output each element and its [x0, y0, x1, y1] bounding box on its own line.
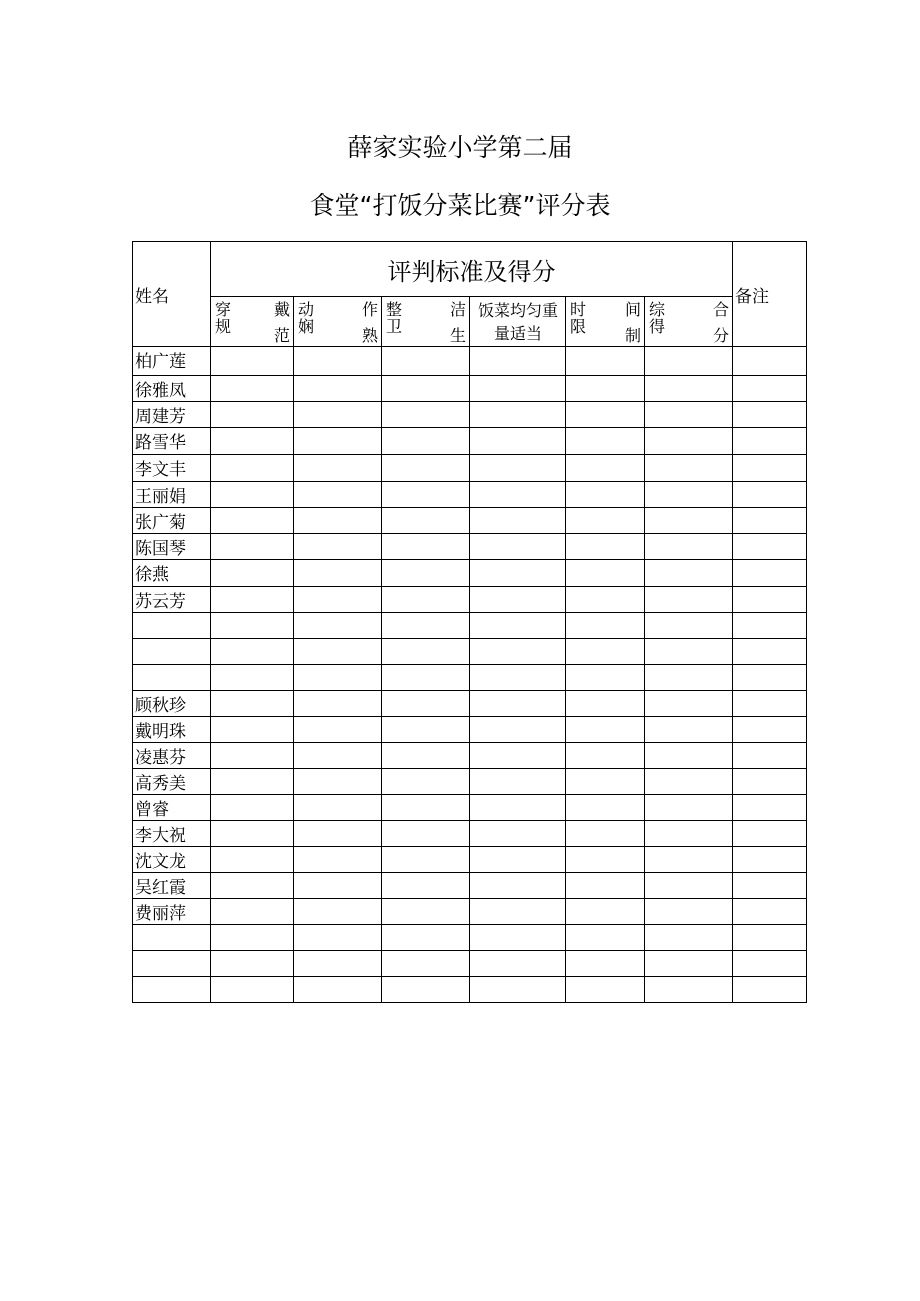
participant-name[interactable]: 沈文龙: [133, 847, 211, 873]
table-row: [133, 899, 807, 925]
criterion-hygiene: 整 洁 卫 生: [382, 297, 470, 347]
score-cell[interactable]: [645, 899, 733, 925]
remark-cell[interactable]: [733, 508, 807, 534]
score-cell[interactable]: [211, 743, 294, 769]
score-cell[interactable]: [470, 482, 566, 508]
score-cell[interactable]: [294, 847, 382, 873]
score-cell[interactable]: [382, 691, 470, 717]
score-cell[interactable]: [645, 717, 733, 743]
score-cell[interactable]: [382, 899, 470, 925]
table-row: [133, 455, 807, 482]
score-cell[interactable]: [470, 402, 566, 428]
score-cell[interactable]: [566, 455, 645, 482]
score-cell[interactable]: [566, 402, 645, 428]
participant-name[interactable]: 吴红霞: [133, 873, 211, 899]
score-cell[interactable]: [566, 925, 645, 951]
score-cell[interactable]: [566, 821, 645, 847]
participant-name[interactable]: 苏云芳: [133, 587, 211, 613]
remark-cell[interactable]: [733, 795, 807, 821]
score-cell[interactable]: [382, 402, 470, 428]
remark-cell[interactable]: [733, 691, 807, 717]
score-cell[interactable]: [470, 847, 566, 873]
score-cell[interactable]: [470, 717, 566, 743]
score-cell[interactable]: [211, 665, 294, 691]
score-cell[interactable]: [211, 534, 294, 560]
remark-cell[interactable]: [733, 587, 807, 613]
score-cell[interactable]: [294, 769, 382, 795]
participant-name[interactable]: 路雪华: [133, 428, 211, 455]
score-cell[interactable]: [382, 769, 470, 795]
score-cell[interactable]: [211, 977, 294, 1003]
participant-name[interactable]: 王丽娟: [133, 482, 211, 508]
score-cell[interactable]: [566, 899, 645, 925]
participant-name[interactable]: 李大祝: [133, 821, 211, 847]
score-cell[interactable]: [211, 455, 294, 482]
score-cell[interactable]: [645, 508, 733, 534]
score-cell[interactable]: [382, 347, 470, 376]
score-cell[interactable]: [211, 769, 294, 795]
table-row: [133, 482, 807, 508]
score-cell[interactable]: [566, 508, 645, 534]
participant-name[interactable]: 高秀美: [133, 769, 211, 795]
score-cell[interactable]: [470, 951, 566, 977]
score-cell[interactable]: [211, 821, 294, 847]
table-row: [133, 873, 807, 899]
score-cell[interactable]: [645, 977, 733, 1003]
score-cell[interactable]: [470, 691, 566, 717]
score-cell[interactable]: [645, 769, 733, 795]
score-cell[interactable]: [470, 428, 566, 455]
table-row: [133, 717, 807, 743]
score-cell[interactable]: [645, 428, 733, 455]
participant-name[interactable]: 曾睿: [133, 795, 211, 821]
table-row: [133, 691, 807, 717]
score-cell[interactable]: [470, 899, 566, 925]
participant-name[interactable]: 张广菊: [133, 508, 211, 534]
score-cell[interactable]: [645, 402, 733, 428]
score-cell[interactable]: [566, 587, 645, 613]
table-row: [133, 613, 807, 639]
scoring-table: [132, 241, 807, 1003]
score-cell[interactable]: [645, 455, 733, 482]
criterion-time: 时 间 限 制: [566, 297, 645, 347]
table-row: [133, 821, 807, 847]
score-cell[interactable]: [566, 347, 645, 376]
score-cell[interactable]: [211, 613, 294, 639]
remark-cell[interactable]: [733, 821, 807, 847]
remark-cell[interactable]: [733, 665, 807, 691]
remark-cell[interactable]: [733, 560, 807, 587]
score-cell[interactable]: [211, 795, 294, 821]
score-cell[interactable]: [566, 639, 645, 665]
score-cell[interactable]: [645, 691, 733, 717]
score-cell[interactable]: [382, 665, 470, 691]
score-cell[interactable]: [294, 482, 382, 508]
remark-cell[interactable]: [733, 977, 807, 1003]
score-cell[interactable]: [294, 691, 382, 717]
score-cell[interactable]: [470, 743, 566, 769]
participant-name[interactable]: 李文丰: [133, 455, 211, 482]
score-cell[interactable]: [211, 482, 294, 508]
score-cell[interactable]: [470, 795, 566, 821]
score-cell[interactable]: [382, 508, 470, 534]
score-cell[interactable]: [294, 587, 382, 613]
score-cell[interactable]: [470, 613, 566, 639]
score-cell[interactable]: [566, 376, 645, 402]
score-cell[interactable]: [211, 873, 294, 899]
score-cell[interactable]: [470, 873, 566, 899]
remark-cell[interactable]: [733, 769, 807, 795]
score-cell[interactable]: [382, 639, 470, 665]
remark-cell[interactable]: [733, 613, 807, 639]
remark-cell[interactable]: [733, 482, 807, 508]
score-cell[interactable]: [566, 977, 645, 1003]
remark-cell[interactable]: [733, 743, 807, 769]
criterion-skill: 动 作 娴 熟: [294, 297, 382, 347]
score-cell[interactable]: [645, 613, 733, 639]
participant-name[interactable]: 费丽萍: [133, 899, 211, 925]
remark-cell[interactable]: [733, 376, 807, 402]
table-row: [133, 743, 807, 769]
score-cell[interactable]: [294, 376, 382, 402]
score-cell[interactable]: [645, 587, 733, 613]
table-row: [133, 847, 807, 873]
table-row: [133, 587, 807, 613]
score-cell[interactable]: [566, 717, 645, 743]
score-cell[interactable]: [566, 482, 645, 508]
score-cell[interactable]: [294, 613, 382, 639]
participant-name[interactable]: [133, 951, 211, 977]
score-cell[interactable]: [470, 977, 566, 1003]
remark-cell[interactable]: [733, 428, 807, 455]
remark-cell[interactable]: [733, 402, 807, 428]
score-cell[interactable]: [294, 508, 382, 534]
remark-cell[interactable]: [733, 873, 807, 899]
table-row: [133, 376, 807, 402]
document-title-line1: 薛家实验小学第二届: [347, 133, 573, 162]
score-cell[interactable]: [382, 977, 470, 1003]
score-cell[interactable]: [645, 534, 733, 560]
score-cell[interactable]: [211, 717, 294, 743]
score-cell[interactable]: [294, 873, 382, 899]
score-cell[interactable]: [294, 534, 382, 560]
score-cell[interactable]: [382, 613, 470, 639]
score-cell[interactable]: [382, 951, 470, 977]
score-cell[interactable]: [566, 428, 645, 455]
table-row: [133, 347, 807, 376]
participant-name[interactable]: 凌惠芬: [133, 743, 211, 769]
score-cell[interactable]: [294, 347, 382, 376]
score-cell[interactable]: [470, 455, 566, 482]
participant-name[interactable]: [133, 977, 211, 1003]
remark-cell[interactable]: [733, 534, 807, 560]
score-cell[interactable]: [566, 873, 645, 899]
score-cell[interactable]: [382, 847, 470, 873]
participant-name[interactable]: 周建芳: [133, 402, 211, 428]
score-cell[interactable]: [566, 613, 645, 639]
table-row: [133, 402, 807, 428]
score-cell[interactable]: [645, 821, 733, 847]
score-cell[interactable]: [294, 977, 382, 1003]
score-cell[interactable]: [382, 795, 470, 821]
remark-cell[interactable]: [733, 899, 807, 925]
header-name: 姓名: [133, 242, 211, 347]
score-cell[interactable]: [645, 873, 733, 899]
score-cell[interactable]: [294, 560, 382, 587]
score-cell[interactable]: [645, 795, 733, 821]
score-cell[interactable]: [470, 347, 566, 376]
remark-cell[interactable]: [733, 951, 807, 977]
participant-name[interactable]: 徐雅凤: [133, 376, 211, 402]
remark-cell[interactable]: [733, 717, 807, 743]
score-cell[interactable]: [382, 428, 470, 455]
participant-name[interactable]: 戴明珠: [133, 717, 211, 743]
participant-name[interactable]: [133, 613, 211, 639]
table-row: [133, 665, 807, 691]
remark-cell[interactable]: [733, 639, 807, 665]
table-row: [133, 508, 807, 534]
score-cell[interactable]: [211, 899, 294, 925]
participant-name[interactable]: 陈国琴: [133, 534, 211, 560]
score-cell[interactable]: [645, 560, 733, 587]
score-cell[interactable]: [382, 873, 470, 899]
score-cell[interactable]: [382, 587, 470, 613]
criterion-portion: 饭菜均匀重 量适当: [470, 297, 566, 347]
participant-name[interactable]: 柏广莲: [133, 347, 211, 376]
score-cell[interactable]: [645, 376, 733, 402]
score-cell[interactable]: [566, 951, 645, 977]
score-cell[interactable]: [470, 639, 566, 665]
score-cell[interactable]: [294, 821, 382, 847]
score-cell[interactable]: [211, 639, 294, 665]
score-cell[interactable]: [382, 560, 470, 587]
table-row: [133, 428, 807, 455]
score-cell[interactable]: [382, 534, 470, 560]
score-cell[interactable]: [470, 376, 566, 402]
score-cell[interactable]: [645, 847, 733, 873]
score-cell[interactable]: [211, 376, 294, 402]
score-cell[interactable]: [211, 847, 294, 873]
remark-cell[interactable]: [733, 847, 807, 873]
score-cell[interactable]: [566, 743, 645, 769]
score-cell[interactable]: [211, 508, 294, 534]
score-cell[interactable]: [470, 534, 566, 560]
score-cell[interactable]: [211, 428, 294, 455]
score-cell[interactable]: [566, 691, 645, 717]
participant-name[interactable]: [133, 925, 211, 951]
score-cell[interactable]: [294, 717, 382, 743]
score-cell[interactable]: [566, 665, 645, 691]
score-cell[interactable]: [294, 639, 382, 665]
score-cell[interactable]: [382, 717, 470, 743]
score-cell[interactable]: [382, 925, 470, 951]
score-cell[interactable]: [382, 482, 470, 508]
score-cell[interactable]: [211, 560, 294, 587]
table-row: [133, 951, 807, 977]
score-cell[interactable]: [211, 402, 294, 428]
score-cell[interactable]: [470, 925, 566, 951]
table-row: [133, 795, 807, 821]
table-row: [133, 560, 807, 587]
remark-cell[interactable]: [733, 925, 807, 951]
score-cell[interactable]: [566, 795, 645, 821]
score-cell[interactable]: [382, 821, 470, 847]
score-cell[interactable]: [211, 925, 294, 951]
score-cell[interactable]: [645, 347, 733, 376]
score-cell[interactable]: [294, 428, 382, 455]
score-cell[interactable]: [470, 769, 566, 795]
score-cell[interactable]: [294, 402, 382, 428]
criterion-total: 综 合 得 分: [645, 297, 733, 347]
score-cell[interactable]: [211, 951, 294, 977]
score-cell[interactable]: [645, 925, 733, 951]
criterion-attire: 穿 戴 规 范: [211, 297, 294, 347]
remark-cell[interactable]: [733, 455, 807, 482]
score-cell[interactable]: [294, 795, 382, 821]
score-cell[interactable]: [566, 534, 645, 560]
score-cell[interactable]: [294, 455, 382, 482]
score-cell[interactable]: [470, 508, 566, 534]
participant-name[interactable]: 徐燕: [133, 560, 211, 587]
participant-name[interactable]: 顾秋珍: [133, 691, 211, 717]
score-cell[interactable]: [294, 951, 382, 977]
score-cell[interactable]: [566, 847, 645, 873]
score-cell[interactable]: [382, 743, 470, 769]
header-criteria: 评判标准及得分: [211, 242, 733, 297]
score-cell[interactable]: [645, 951, 733, 977]
score-cell[interactable]: [211, 691, 294, 717]
participant-name[interactable]: [133, 639, 211, 665]
table-row: [133, 977, 807, 1003]
table-row: [133, 639, 807, 665]
score-cell[interactable]: [294, 743, 382, 769]
header-remark: 备注: [733, 242, 807, 347]
remark-cell[interactable]: [733, 347, 807, 376]
score-cell[interactable]: [294, 665, 382, 691]
score-cell[interactable]: [382, 455, 470, 482]
score-cell[interactable]: [645, 639, 733, 665]
score-cell[interactable]: [645, 665, 733, 691]
score-cell[interactable]: [211, 347, 294, 376]
table-row: [133, 925, 807, 951]
score-cell[interactable]: [294, 899, 382, 925]
score-cell[interactable]: [470, 665, 566, 691]
participant-name[interactable]: [133, 665, 211, 691]
score-cell[interactable]: [566, 560, 645, 587]
table-row: [133, 534, 807, 560]
score-cell[interactable]: [470, 821, 566, 847]
score-cell[interactable]: [470, 587, 566, 613]
score-cell[interactable]: [470, 560, 566, 587]
table-row: [133, 769, 807, 795]
score-cell[interactable]: [211, 587, 294, 613]
score-cell[interactable]: [382, 376, 470, 402]
document-title-line2: 食堂“打饭分菜比赛”评分表: [309, 191, 611, 220]
score-cell[interactable]: [645, 482, 733, 508]
score-cell[interactable]: [566, 769, 645, 795]
score-cell[interactable]: [294, 925, 382, 951]
score-cell[interactable]: [645, 743, 733, 769]
